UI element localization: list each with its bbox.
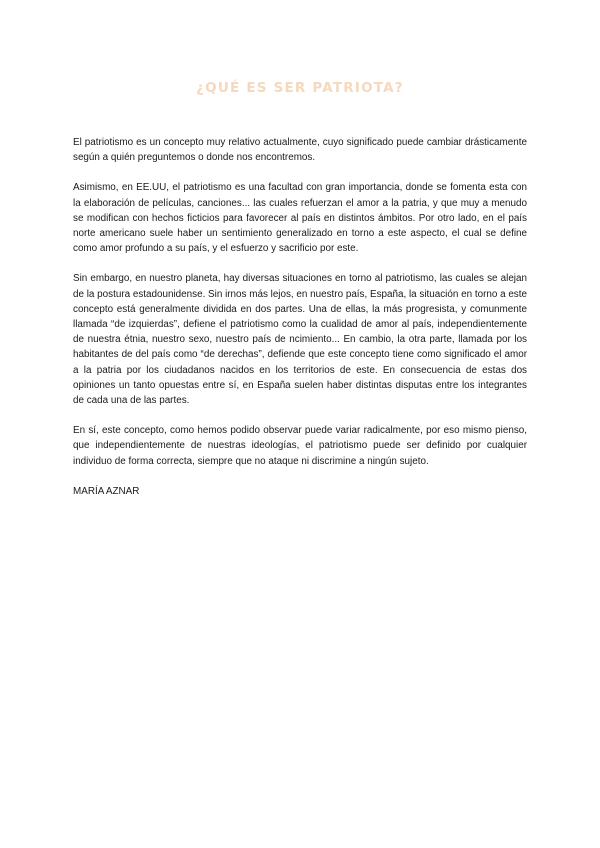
author-signature: MARÍA AZNAR	[73, 485, 140, 497]
page-title: ¿QUÉ ES SER PATRIOTA?	[196, 80, 404, 96]
paragraph-1: El patriotismo es un concepto muy relativo actualmente, cuyo significado puede cambiar drásticamente según a quién preguntemos o donde nos encontremos.	[73, 137, 527, 164]
paragraph-4: En sí, este concepto, como hemos podido observar puede variar radicalmente, por eso mismo pienso, que independientemente de nuestras ideologías, el patriotismo puede ser definido por cualquier individuo de forma correcta, siempre que no ataque ni discrimine a ningún sujeto.	[73, 425, 527, 467]
paragraph-3: Sin embargo, en nuestro planeta, hay diversas situaciones en torno al patriotismo, las cuales se alejan de la postura estadounidense. Sin irnos más lejos, en nuestro país, España, la situación en torno a este concepto está generalmente dividida en dos partes. Una de ellas, la más progresista, y comunmente llamada “de izquierdas”, defiene el patriotismo como la cualidad de amor al país, independientemente de nuestra étnia, nuestro sexo, nuestro país de ncimiento... En cambio, la otra parte, llamada por los habitantes de del país como “de derechas”, defiende que este concepto tiene como significado el amor a la patria por los ciudadanos nacidos en los territorios de este. En consecuencia de estas dos opiniones un tanto opuestas entre sí, en España suelen haber distintas disputas entre los integrantes de cada una de las partes.	[73, 273, 527, 407]
paragraph-2: Asimismo, en EE.UU, el patriotismo es una facultad con gran importancia, donde se fomenta esta con la elaboración de películas, canciones... las cuales refuerzan el amor a la patria, y que muy a menudo se modifican con hechos ficticios para favorecer al país en distintos ámbitos. Por otro lado, en el país norte americano suele haber un sentimiento generalizado en torno a este aspecto, el cual se define como amor profundo a su país, y el esfuerzo y sacrificio por este.	[73, 182, 527, 255]
document-body	[73, 135, 527, 499]
